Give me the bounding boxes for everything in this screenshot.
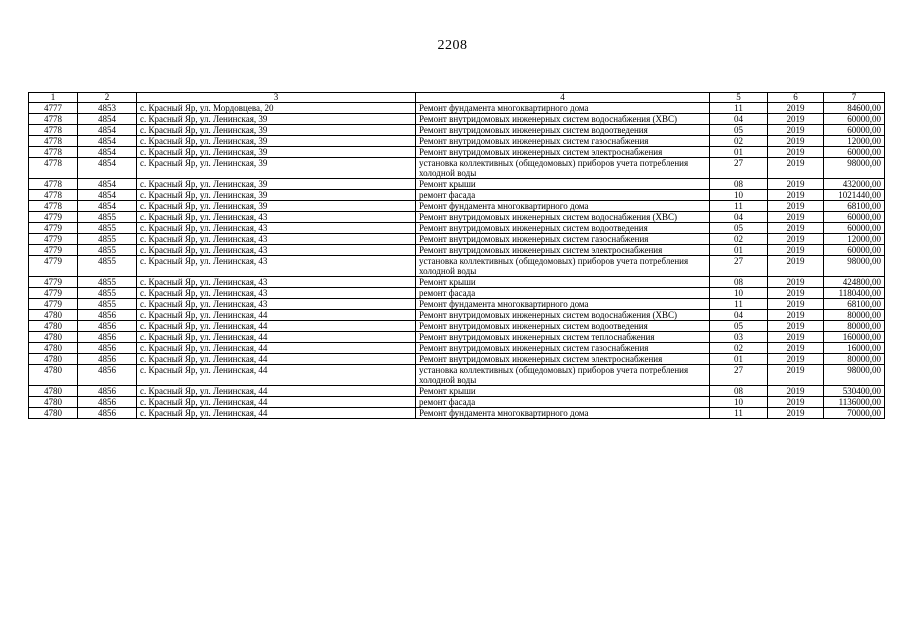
record-number-cell: 4778 (29, 114, 78, 125)
amount-cell: 530400,00 (824, 386, 885, 397)
work-type-cell: Ремонт внутридомовых инженерных систем водоснабжения (ХВС) (416, 114, 710, 125)
page-number: 2208 (437, 38, 468, 53)
work-type-cell: Ремонт внутридомовых инженерных систем электроснабжения (416, 245, 710, 256)
address-cell: с. Красный Яр, ул. Ленинская, 43 (137, 299, 416, 310)
year-cell: 2019 (768, 365, 824, 386)
amount-cell: 98000,00 (824, 365, 885, 386)
amount-cell: 16000,00 (824, 343, 885, 354)
work-code-cell: 10 (710, 288, 768, 299)
house-id-cell: 4853 (78, 103, 137, 114)
address-cell: с. Красный Яр, ул. Ленинская, 44 (137, 408, 416, 419)
table-row (29, 190, 885, 201)
table-row (29, 310, 885, 321)
amount-cell: 60000,00 (824, 114, 885, 125)
work-code-cell: 11 (710, 103, 768, 114)
record-number-cell: 4778 (29, 125, 78, 136)
work-type-cell: ремонт фасада (416, 288, 710, 299)
amount-cell: 1021440,00 (824, 190, 885, 201)
work-type-cell: установка коллективных (общедомовых) приборов учета потребления холодной воды (416, 365, 710, 386)
address-cell: с. Красный Яр, ул. Ленинская, 43 (137, 223, 416, 234)
work-code-cell: 04 (710, 310, 768, 321)
address-cell: с. Красный Яр, ул. Ленинская, 39 (137, 125, 416, 136)
record-number-cell: 4780 (29, 343, 78, 354)
amount-cell: 68100,00 (824, 299, 885, 310)
year-cell: 2019 (768, 234, 824, 245)
column-header: 7 (824, 93, 885, 103)
amount-cell: 80000,00 (824, 310, 885, 321)
address-cell: с. Красный Яр, ул. Ленинская, 44 (137, 354, 416, 365)
work-type-cell: Ремонт внутридомовых инженерных систем электроснабжения (416, 354, 710, 365)
house-id-cell: 4855 (78, 212, 137, 223)
work-code-cell: 27 (710, 256, 768, 277)
work-type-cell: ремонт фасада (416, 190, 710, 201)
house-id-cell: 4854 (78, 201, 137, 212)
repair-register-table (28, 92, 885, 419)
table-row (29, 103, 885, 114)
work-type-cell: Ремонт внутридомовых инженерных систем водоснабжения (ХВС) (416, 212, 710, 223)
table-row (29, 386, 885, 397)
house-id-cell: 4854 (78, 179, 137, 190)
table-row (29, 179, 885, 190)
work-code-cell: 05 (710, 223, 768, 234)
year-cell: 2019 (768, 212, 824, 223)
work-code-cell: 08 (710, 277, 768, 288)
year-cell: 2019 (768, 190, 824, 201)
amount-cell: 1180400,00 (824, 288, 885, 299)
address-cell: с. Красный Яр, ул. Ленинская, 43 (137, 256, 416, 277)
record-number-cell: 4779 (29, 212, 78, 223)
address-cell: с. Красный Яр, ул. Ленинская, 44 (137, 365, 416, 386)
year-cell: 2019 (768, 125, 824, 136)
work-type-cell: Ремонт внутридомовых инженерных систем газоснабжения (416, 234, 710, 245)
address-cell: с. Красный Яр, ул. Ленинская, 44 (137, 310, 416, 321)
amount-cell: 160000,00 (824, 332, 885, 343)
table-row (29, 256, 885, 277)
work-type-cell: Ремонт фундамента многоквартирного дома (416, 201, 710, 212)
amount-cell: 60000,00 (824, 223, 885, 234)
work-type-cell: установка коллективных (общедомовых) приборов учета потребления холодной воды (416, 158, 710, 179)
column-header: 1 (29, 93, 78, 103)
year-cell: 2019 (768, 114, 824, 125)
house-id-cell: 4856 (78, 354, 137, 365)
table-row (29, 223, 885, 234)
address-cell: с. Красный Яр, ул. Ленинская, 44 (137, 332, 416, 343)
amount-cell: 80000,00 (824, 321, 885, 332)
house-id-cell: 4856 (78, 343, 137, 354)
work-code-cell: 04 (710, 114, 768, 125)
house-id-cell: 4856 (78, 386, 137, 397)
amount-cell: 98000,00 (824, 256, 885, 277)
work-code-cell: 04 (710, 212, 768, 223)
column-header: 3 (137, 93, 416, 103)
column-header: 5 (710, 93, 768, 103)
work-code-cell: 02 (710, 234, 768, 245)
record-number-cell: 4780 (29, 397, 78, 408)
work-type-cell: Ремонт внутридомовых инженерных систем водоотведения (416, 223, 710, 234)
record-number-cell: 4779 (29, 245, 78, 256)
amount-cell: 68100,00 (824, 201, 885, 212)
table-row (29, 158, 885, 179)
year-cell: 2019 (768, 299, 824, 310)
work-type-cell: Ремонт крыши (416, 179, 710, 190)
record-number-cell: 4777 (29, 103, 78, 114)
work-code-cell: 01 (710, 354, 768, 365)
work-type-cell: установка коллективных (общедомовых) приборов учета потребления холодной воды (416, 256, 710, 277)
table-row (29, 234, 885, 245)
address-cell: с. Красный Яр, ул. Ленинская, 39 (137, 158, 416, 179)
table-row (29, 147, 885, 158)
address-cell: с. Красный Яр, ул. Ленинская, 39 (137, 190, 416, 201)
amount-cell: 60000,00 (824, 125, 885, 136)
work-code-cell: 03 (710, 332, 768, 343)
column-header: 6 (768, 93, 824, 103)
record-number-cell: 4780 (29, 365, 78, 386)
table-row (29, 321, 885, 332)
year-cell: 2019 (768, 397, 824, 408)
house-id-cell: 4855 (78, 256, 137, 277)
record-number-cell: 4778 (29, 201, 78, 212)
column-header: 2 (78, 93, 137, 103)
year-cell: 2019 (768, 332, 824, 343)
amount-cell: 80000,00 (824, 354, 885, 365)
amount-cell: 432000,00 (824, 179, 885, 190)
record-number-cell: 4778 (29, 190, 78, 201)
work-type-cell: Ремонт внутридомовых инженерных систем газоснабжения (416, 136, 710, 147)
house-id-cell: 4856 (78, 332, 137, 343)
work-code-cell: 02 (710, 343, 768, 354)
year-cell: 2019 (768, 354, 824, 365)
column-header: 4 (416, 93, 710, 103)
table-row (29, 408, 885, 419)
amount-cell: 12000,00 (824, 234, 885, 245)
record-number-cell: 4778 (29, 158, 78, 179)
house-id-cell: 4855 (78, 299, 137, 310)
amount-cell: 70000,00 (824, 408, 885, 419)
address-cell: с. Красный Яр, ул. Ленинская, 43 (137, 245, 416, 256)
record-number-cell: 4780 (29, 310, 78, 321)
year-cell: 2019 (768, 158, 824, 179)
house-id-cell: 4856 (78, 321, 137, 332)
work-type-cell: Ремонт внутридомовых инженерных систем водоотведения (416, 321, 710, 332)
house-id-cell: 4854 (78, 136, 137, 147)
record-number-cell: 4779 (29, 288, 78, 299)
column-number-header-row (29, 93, 885, 103)
work-code-cell: 10 (710, 397, 768, 408)
work-code-cell: 01 (710, 147, 768, 158)
year-cell: 2019 (768, 136, 824, 147)
house-id-cell: 4855 (78, 234, 137, 245)
house-id-cell: 4855 (78, 288, 137, 299)
work-code-cell: 11 (710, 299, 768, 310)
work-type-cell: Ремонт внутридомовых инженерных систем газоснабжения (416, 343, 710, 354)
year-cell: 2019 (768, 245, 824, 256)
address-cell: с. Красный Яр, ул. Ленинская, 44 (137, 386, 416, 397)
work-type-cell: Ремонт крыши (416, 277, 710, 288)
address-cell: с. Красный Яр, ул. Ленинская, 43 (137, 212, 416, 223)
work-code-cell: 05 (710, 125, 768, 136)
record-number-cell: 4778 (29, 147, 78, 158)
record-number-cell: 4778 (29, 136, 78, 147)
table-row (29, 365, 885, 386)
record-number-cell: 4780 (29, 332, 78, 343)
address-cell: с. Красный Яр, ул. Ленинская, 43 (137, 234, 416, 245)
address-cell: с. Красный Яр, ул. Ленинская, 39 (137, 136, 416, 147)
work-code-cell: 10 (710, 190, 768, 201)
record-number-cell: 4780 (29, 408, 78, 419)
table-row (29, 332, 885, 343)
house-id-cell: 4855 (78, 277, 137, 288)
record-number-cell: 4780 (29, 321, 78, 332)
address-cell: с. Красный Яр, ул. Ленинская, 39 (137, 147, 416, 158)
record-number-cell: 4779 (29, 234, 78, 245)
work-code-cell: 11 (710, 201, 768, 212)
table-row (29, 125, 885, 136)
table-row (29, 299, 885, 310)
work-code-cell: 08 (710, 386, 768, 397)
house-id-cell: 4854 (78, 147, 137, 158)
year-cell: 2019 (768, 277, 824, 288)
address-cell: с. Красный Яр, ул. Ленинская, 44 (137, 397, 416, 408)
address-cell: с. Красный Яр, ул. Ленинская, 39 (137, 179, 416, 190)
work-type-cell: Ремонт внутридомовых инженерных систем теплоснабжения (416, 332, 710, 343)
address-cell: с. Красный Яр, ул. Ленинская, 39 (137, 114, 416, 125)
table-row (29, 397, 885, 408)
table-row (29, 277, 885, 288)
table-row (29, 288, 885, 299)
work-type-cell: Ремонт крыши (416, 386, 710, 397)
work-code-cell: 11 (710, 408, 768, 419)
table-row (29, 114, 885, 125)
table-row (29, 343, 885, 354)
house-id-cell: 4856 (78, 365, 137, 386)
table-row (29, 354, 885, 365)
record-number-cell: 4778 (29, 179, 78, 190)
house-id-cell: 4854 (78, 125, 137, 136)
record-number-cell: 4779 (29, 256, 78, 277)
amount-cell: 60000,00 (824, 147, 885, 158)
address-cell: с. Красный Яр, ул. Ленинская, 44 (137, 343, 416, 354)
record-number-cell: 4780 (29, 386, 78, 397)
year-cell: 2019 (768, 288, 824, 299)
house-id-cell: 4854 (78, 158, 137, 179)
house-id-cell: 4854 (78, 114, 137, 125)
address-cell: с. Красный Яр, ул. Ленинская, 43 (137, 277, 416, 288)
work-type-cell: Ремонт фундамента многоквартирного дома (416, 408, 710, 419)
table-row (29, 245, 885, 256)
year-cell: 2019 (768, 256, 824, 277)
house-id-cell: 4854 (78, 190, 137, 201)
work-code-cell: 05 (710, 321, 768, 332)
amount-cell: 12000,00 (824, 136, 885, 147)
amount-cell: 84600,00 (824, 103, 885, 114)
amount-cell: 424800,00 (824, 277, 885, 288)
address-cell: с. Красный Яр, ул. Мордовцева, 20 (137, 103, 416, 114)
table-row (29, 136, 885, 147)
table-row (29, 212, 885, 223)
work-type-cell: Ремонт внутридомовых инженерных систем водоотведения (416, 125, 710, 136)
record-number-cell: 4779 (29, 223, 78, 234)
year-cell: 2019 (768, 201, 824, 212)
work-type-cell: Ремонт внутридомовых инженерных систем водоснабжения (ХВС) (416, 310, 710, 321)
work-code-cell: 27 (710, 365, 768, 386)
house-id-cell: 4856 (78, 397, 137, 408)
address-cell: с. Красный Яр, ул. Ленинская, 39 (137, 201, 416, 212)
work-type-cell: Ремонт фундамента многоквартирного дома (416, 299, 710, 310)
work-code-cell: 27 (710, 158, 768, 179)
address-cell: с. Красный Яр, ул. Ленинская, 43 (137, 288, 416, 299)
year-cell: 2019 (768, 408, 824, 419)
year-cell: 2019 (768, 386, 824, 397)
house-id-cell: 4855 (78, 245, 137, 256)
work-type-cell: Ремонт фундамента многоквартирного дома (416, 103, 710, 114)
year-cell: 2019 (768, 179, 824, 190)
amount-cell: 1136000,00 (824, 397, 885, 408)
year-cell: 2019 (768, 321, 824, 332)
record-number-cell: 4780 (29, 354, 78, 365)
record-number-cell: 4779 (29, 277, 78, 288)
record-number-cell: 4779 (29, 299, 78, 310)
amount-cell: 60000,00 (824, 245, 885, 256)
year-cell: 2019 (768, 310, 824, 321)
house-id-cell: 4856 (78, 310, 137, 321)
amount-cell: 60000,00 (824, 212, 885, 223)
address-cell: с. Красный Яр, ул. Ленинская, 44 (137, 321, 416, 332)
year-cell: 2019 (768, 343, 824, 354)
year-cell: 2019 (768, 103, 824, 114)
year-cell: 2019 (768, 147, 824, 158)
table-row (29, 201, 885, 212)
house-id-cell: 4855 (78, 223, 137, 234)
work-type-cell: Ремонт внутридомовых инженерных систем электроснабжения (416, 147, 710, 158)
amount-cell: 98000,00 (824, 158, 885, 179)
work-code-cell: 08 (710, 179, 768, 190)
work-type-cell: ремонт фасада (416, 397, 710, 408)
work-code-cell: 02 (710, 136, 768, 147)
house-id-cell: 4856 (78, 408, 137, 419)
year-cell: 2019 (768, 223, 824, 234)
work-code-cell: 01 (710, 245, 768, 256)
